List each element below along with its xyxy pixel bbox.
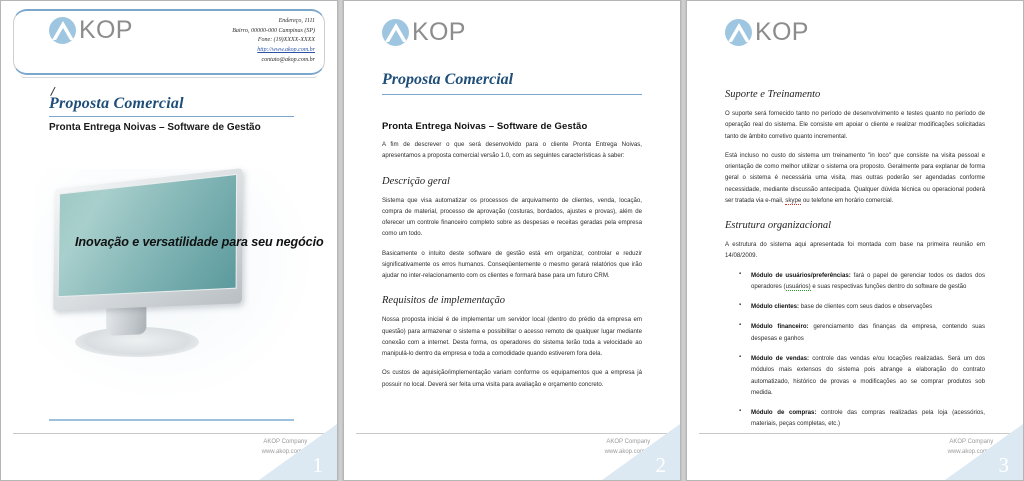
list-item xyxy=(739,301,985,312)
section-heading-requisitos: Requisitos de implementação xyxy=(382,295,506,307)
document-page-2[interactable] xyxy=(343,0,681,481)
bullet-label: Módulo de compras: xyxy=(751,409,817,417)
page-number: 2 xyxy=(655,453,666,477)
footer-website: www.akop.com.br xyxy=(261,449,309,456)
decorative-slash: / xyxy=(49,83,57,100)
section-heading-suporte: Suporte e Treinamento xyxy=(725,89,821,100)
content-heading: Pronta Entrega Noivas – Software de Gestão xyxy=(382,121,588,132)
misspelled-word-skype[interactable]: skype xyxy=(785,196,802,204)
address-phone: Fone: (19)XXXX-XXXX xyxy=(257,37,315,44)
list-item xyxy=(739,353,985,398)
page-number: 1 xyxy=(312,453,323,477)
bullet-label: Módulo de usuários/preferências: xyxy=(751,271,851,279)
akop-circle-logo-icon xyxy=(49,17,76,44)
company-email: contato@akop.com.br xyxy=(261,56,315,63)
list-item xyxy=(739,270,985,293)
suporte-p2-text-a: Está incluso no custo do sistema um treinamento "in loco" que consiste na visita pessoal e orientação de como melhor utilizar o sistema ora proposto. Geralmente para explanar de forma geral o sistema é necessária uma visita, mas outras poderão ser agendadas conforme necessidade, mediante discussão antecipada. Qualquer dúvida técnica ou operacional poderá ser tratada via e-mail, xyxy=(725,151,985,204)
estrutura-paragraph-1: A estrutura do sistema aqui apresentada foi montada com base na primeira reunião em 14/08/2009. xyxy=(725,241,985,260)
suporte-p2-text-b: ou telefone em horário comercial. xyxy=(801,196,894,204)
section-heading-descricao-geral: Descrição geral xyxy=(382,175,450,187)
suporte-paragraph-2 xyxy=(725,150,985,206)
bullet-text-a: gerenciamento das finanças da empresa, contendo suas despesas e ganhos xyxy=(751,323,985,342)
title-underline xyxy=(382,94,642,95)
corner-triangle xyxy=(602,424,680,480)
page-content xyxy=(382,121,642,398)
list-item xyxy=(739,321,985,344)
akop-logo xyxy=(382,19,466,46)
section2-paragraph-2: Os custos de aquisição/implementação variam conforme os equipamentos que a empresa já possuir no local. Deverá ser feita uma visita para avaliação e orçamento concreto. xyxy=(382,369,642,388)
logo-text: KOP xyxy=(412,18,466,46)
bottom-accent-rule xyxy=(49,419,294,421)
intro-paragraph: A fim de descrever o que será desenvolvido para o cliente Pronta Entrega Noivas, apresentamos a proposta comercial versão 1.0, com as seguintes características à saber: xyxy=(382,141,642,160)
section1-paragraph-2: Basicamente o intuito deste software de gestão está em organizar, controlar e reduzir significativamente os erros humanos. Conseqüentemente o mesmo gerará relatórios que irão ajudar no inter-relacionamento com os clientes e formará base para um futuro CRM. xyxy=(382,249,642,280)
footer-website: www.akop.com.br xyxy=(604,449,652,456)
module-list xyxy=(739,270,985,430)
document-page-3[interactable] xyxy=(686,0,1024,481)
address-line-2: Bairro, 00000-000 Campinas (SP) xyxy=(232,27,315,34)
bullet-label: Módulo clientes: xyxy=(751,303,800,311)
logo-text: KOP xyxy=(755,18,809,46)
title-underline xyxy=(49,116,294,117)
monitor-tagline: Inovação e versatilidade para seu negócio xyxy=(75,235,324,249)
akop-circle-logo-icon xyxy=(725,19,752,46)
address-line-1: Endereço, 1111 xyxy=(278,18,315,24)
section-heading-estrutura: Estrutura organizacional xyxy=(725,220,832,232)
page-title: Proposta Comercial xyxy=(382,71,514,88)
document-page-1[interactable] xyxy=(0,0,338,481)
bullet-label: Módulo de vendas: xyxy=(751,354,810,362)
footer-company: AKOP Company xyxy=(606,439,651,446)
page-subtitle: Pronta Entrega Noivas – Software de Gestão xyxy=(49,122,261,133)
akop-logo xyxy=(725,19,809,46)
company-website-link[interactable]: http://www.akop.com.br xyxy=(257,47,315,54)
corner-triangle xyxy=(259,424,337,480)
bullet-text-a: base de clientes com seus dados e observações xyxy=(799,303,933,311)
logo-text: KOP xyxy=(79,16,133,44)
footer-website: www.akop.com.br xyxy=(947,449,995,456)
monitor-illustration xyxy=(23,161,323,411)
page-number: 3 xyxy=(998,453,1009,477)
footer-company: AKOP Company xyxy=(949,439,994,446)
page-content xyxy=(725,89,985,439)
page-title: Proposta Comercial xyxy=(49,95,184,112)
bullet-text-a: controle das compras realizadas pela loja (acessórios, materiais, peças completas, etc.) xyxy=(751,409,985,428)
akop-logo xyxy=(49,17,133,44)
grammar-flag-usuarios[interactable]: usuários) xyxy=(785,282,811,290)
company-address-block xyxy=(232,17,315,66)
bullet-label: Módulo financeiro: xyxy=(751,323,809,331)
bullet-text-a: controle das vendas e/ou locações realizadas. Será um dos módulos mais extensos do sistema pois abrange a elaboração do contrato automatizado, histórico de provas e modificações ao se comprar produtos sob medida. xyxy=(751,354,986,396)
bullet-text-a: fará o papel de gerenciar todos os dados dos operadores ( xyxy=(751,271,985,290)
section2-paragraph-1: Nossa proposta inicial é de implementar um servidor local (dentro do prédio da empresa em questão) para armazenar o sistema e possibilitar o acesso remoto de qualquer lugar mediante conexão com a internet. Desta forma, os operadores do sistema terão toda a velocidade ao manipulá-lo dentro da empresa e toda a comodidade quando estiverem fora dela. xyxy=(382,316,642,358)
suporte-paragraph-1: O suporte será fornecido tanto no período de desenvolvimento e testes quanto no período de operação real do sistema. Ele consiste em apoiar o cliente e realizar modificações solicitadas tanto de âmbito corretivo quanto incremental. xyxy=(725,110,985,140)
section1-paragraph-1: Sistema que visa automatizar os processos de arquivamento de clientes, venda, locação, compra de material, processo de aprovação (costuras, bordados, ajustes e provas), além de oferecer um controle financeiro completo sobre as despesas e receitas geradas pela empresa como um todo. xyxy=(382,196,642,238)
bullet-text-b: e suas respectivas funções dentro do software de gestão xyxy=(810,282,967,290)
footer-company: AKOP Company xyxy=(263,439,308,446)
akop-circle-logo-icon xyxy=(382,19,409,46)
corner-triangle xyxy=(945,424,1023,480)
